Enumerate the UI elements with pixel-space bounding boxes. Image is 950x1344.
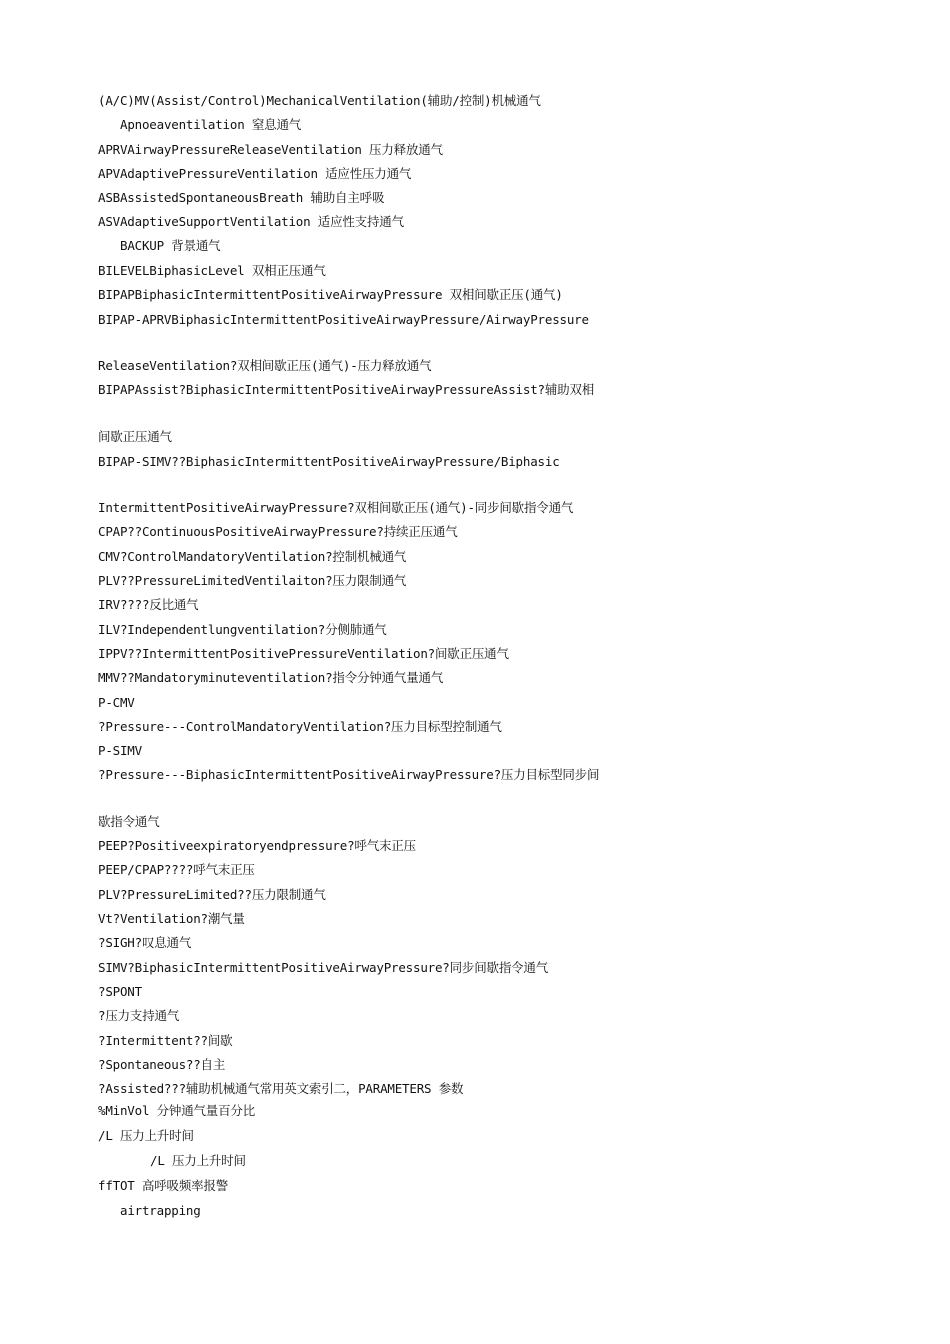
text-line: ReleaseVentilation?双相间歇正压(通气)-压力释放通气 [98,358,432,373]
text-line: %MinVol 分钟通气量百分比 [98,1103,256,1118]
text-line: MMV??Mandatoryminuteventilation?指令分钟通气量通气 [98,670,444,685]
text-line: ?Pressure---BiphasicIntermittentPositiveAirwayPressure?压力目标型同步间 [98,767,600,782]
text-line: PLV??PressureLimitedVentilaiton?压力限制通气 [98,573,407,588]
text-line: ASBAssistedSpontaneousBreath 辅助自主呼吸 [98,190,385,205]
text-line: IRV????反比通气 [98,597,199,612]
text-line: ?SIGH?叹息通气 [98,935,192,950]
text-line: ?Spontaneous??自主 [98,1057,226,1072]
text-line: ?Intermittent??间歇 [98,1033,233,1048]
text-line: /L 压力上升时间 [150,1153,246,1168]
text-line: BIPAPAssist?BiphasicIntermittentPositiveAirwayPressureAssist?辅助双相 [98,382,595,397]
text-line: ?SPONT [98,984,142,999]
text-line: ILV?Independentlungventilation?分侧肺通气 [98,622,387,637]
text-line: PLV?PressureLimited??压力限制通气 [98,887,326,902]
text-line: SIMV?BiphasicIntermittentPositiveAirwayPressure?同步间歇指令通气 [98,960,549,975]
text-line: Apnoeaventilation 窒息通气 [120,117,302,132]
text-line: ?Assisted???辅助机械通气常用英文索引二，PARAMETERS 参数 [98,1081,464,1096]
text-line: APVAdaptivePressureVentilation 适应性压力通气 [98,166,412,181]
text-line: BACKUP 背景通气 [120,238,221,253]
text-line: ?压力支持通气 [98,1008,180,1023]
text-line: APRVAirwayPressureReleaseVentilation 压力释放通气 [98,142,443,157]
text-line: IntermittentPositiveAirwayPressure?双相间歇正压(通气)-同步间歇指令通气 [98,500,574,515]
text-line: CMV?ControlMandatoryVentilation?控制机械通气 [98,549,407,564]
text-line: P-CMV [98,695,135,710]
text-line: (A/C)MV(Assist/Control)MechanicalVentilation(辅助/控制)机械通气 [98,93,541,108]
text-line: ASVAdaptiveSupportVentilation 适应性支持通气 [98,214,404,229]
text-line: airtrapping [120,1203,201,1218]
text-line: 歇指令通气 [98,814,160,829]
text-line: BIPAP-SIMV??BiphasicIntermittentPositiveAirwayPressure/Biphasic [98,454,560,469]
text-line: PEEP?Positiveexpiratoryendpressure?呼气末正压 [98,838,416,853]
text-line: BIPAP-APRVBiphasicIntermittentPositiveAirwayPressure/AirwayPressure [98,312,589,327]
text-line: BILEVELBiphasicLevel 双相正压通气 [98,263,326,278]
text-line: BIPAPBiphasicIntermittentPositiveAirwayPressure 双相间歇正压(通气) [98,287,563,302]
text-line: PEEP/CPAP????呼气末正压 [98,862,255,877]
text-line: IPPV??IntermittentPositivePressureVentilation?间歇正压通气 [98,646,509,661]
text-line: P-SIMV [98,743,142,758]
text-line: CPAP??ContinuousPositiveAirwayPressure?持续正压通气 [98,524,458,539]
text-line: 间歇正压通气 [98,429,172,444]
text-line: Vt?Ventilation?潮气量 [98,911,245,926]
text-line: ?Pressure---ControlMandatoryVentilation?压力目标型控制通气 [98,719,502,734]
text-line: /L 压力上升时间 [98,1128,194,1143]
text-line: ffTOT 高呼吸频率报警 [98,1178,229,1193]
